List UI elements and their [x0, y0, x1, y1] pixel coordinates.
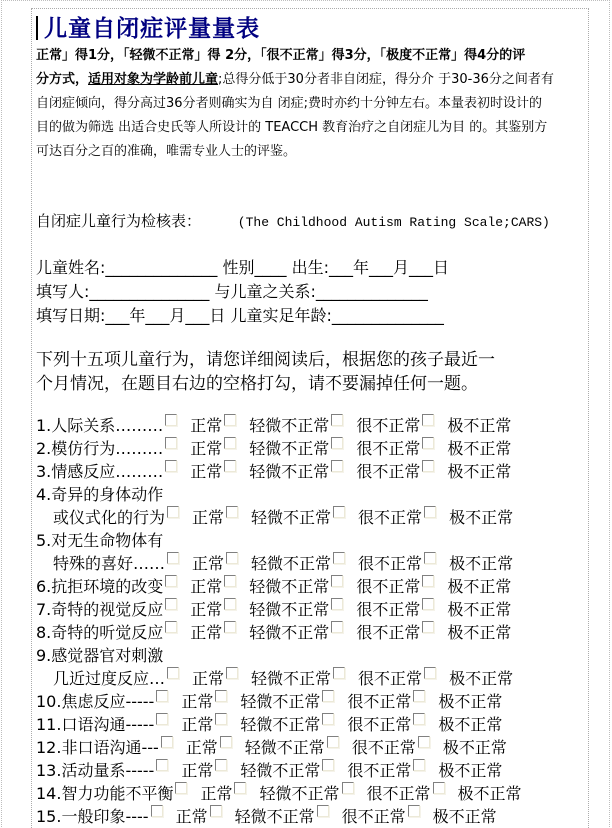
- item-label: 智力功能不平衡: [61, 784, 174, 803]
- checkbox-item1-extremely-abnormal[interactable]: [422, 414, 434, 426]
- option-label: 极不正常: [442, 738, 507, 757]
- checkbox-item9-extremely-abnormal[interactable]: [424, 667, 436, 679]
- intro-text-segment: ;总得分低于30分者非自闭症，得分介 于30-36分之间者有: [218, 72, 554, 87]
- checkbox-item9-mildly-abnormal[interactable]: [226, 667, 238, 679]
- item-label: 抗拒环境的改变: [51, 577, 164, 596]
- title-row: [36, 10, 588, 42]
- checkbox-item14-very-abnormal[interactable]: [342, 782, 354, 794]
- option-label: 正常: [181, 692, 214, 711]
- item-label: 奇特的听觉反应: [51, 623, 164, 642]
- checkbox-item6-mildly-abnormal[interactable]: [224, 575, 236, 587]
- checkbox-item7-very-abnormal[interactable]: [331, 598, 343, 610]
- checkbox-item3-very-abnormal[interactable]: [331, 460, 343, 472]
- checkbox-item11-very-abnormal[interactable]: [322, 713, 334, 725]
- instruction-line: 下列十五项儿童行为，请您详细阅读后，根据您的孩子最近一: [36, 350, 495, 370]
- option-label: 正常: [192, 508, 225, 527]
- option-label: 极不正常: [457, 784, 522, 803]
- item-label: 口语沟通-----: [61, 715, 155, 734]
- instructions-paragraph: [36, 348, 588, 396]
- item-row: [36, 598, 588, 621]
- checkbox-item7-normal[interactable]: [165, 598, 177, 610]
- checkbox-item14-normal[interactable]: [175, 782, 187, 794]
- intro-text-segment: 可达百分之百的准确，唯需专业人士的评鉴。: [36, 144, 297, 159]
- checkbox-item2-very-abnormal[interactable]: [331, 437, 343, 449]
- item-number: 6.: [36, 577, 52, 596]
- option-label: 很不正常: [356, 623, 421, 642]
- checkbox-item5-extremely-abnormal[interactable]: [424, 552, 436, 564]
- option-label: 极不正常: [438, 761, 503, 780]
- item-row: [36, 460, 588, 483]
- item-number: 1.: [36, 416, 52, 435]
- checkbox-item12-extremely-abnormal[interactable]: [418, 736, 430, 748]
- option-label: 正常: [190, 600, 223, 619]
- form-field-line: 儿童姓名:______________ 性别____ 出生:___年___月___日: [36, 258, 449, 277]
- item-label: 对无生命物体有: [51, 531, 164, 550]
- checkbox-item5-normal[interactable]: [167, 552, 179, 564]
- intro-line: [36, 44, 588, 68]
- checkbox-item10-very-abnormal[interactable]: [322, 690, 334, 702]
- instruction-line: 个月情况，在题目右边的空格打勾，请不要漏掉任何一题。: [36, 374, 478, 394]
- intro-line: [36, 116, 588, 140]
- option-label: 轻微不正常: [249, 577, 330, 596]
- checkbox-item15-normal[interactable]: [151, 805, 163, 817]
- option-label: 极不正常: [449, 669, 514, 688]
- option-label: 轻微不正常: [244, 738, 325, 757]
- checkbox-item15-very-abnormal[interactable]: [317, 805, 329, 817]
- checklist-header: [36, 210, 588, 234]
- form-field-line: 填写日期:___年___月___日 儿童实足年龄:______________: [36, 306, 444, 325]
- option-label: 极不正常: [447, 416, 512, 435]
- item-row: [36, 667, 588, 690]
- checkbox-item9-normal[interactable]: [167, 667, 179, 679]
- checkbox-item13-very-abnormal[interactable]: [322, 759, 334, 771]
- option-label: 很不正常: [358, 508, 423, 527]
- option-label: 很不正常: [358, 669, 423, 688]
- intro-line: [36, 68, 588, 92]
- checklist-title-en: (The Childhood Autism Rating Scale;CARS): [237, 215, 550, 230]
- option-label: 极不正常: [447, 577, 512, 596]
- item-number: 7.: [36, 600, 52, 619]
- option-label: 正常: [190, 462, 223, 481]
- item-row: [36, 437, 588, 460]
- item-label: 一般印象----: [61, 807, 149, 826]
- option-label: 正常: [190, 577, 223, 596]
- checkbox-item4-very-abnormal[interactable]: [333, 506, 345, 518]
- checkbox-item11-extremely-abnormal[interactable]: [413, 713, 425, 725]
- checkbox-item15-extremely-abnormal[interactable]: [408, 805, 420, 817]
- option-label: 轻微不正常: [249, 462, 330, 481]
- checkbox-item4-extremely-abnormal[interactable]: [424, 506, 436, 518]
- checkbox-item13-normal[interactable]: [156, 759, 168, 771]
- item-number: 15.: [36, 807, 62, 826]
- item-label: 感觉器官对刺激: [51, 646, 164, 665]
- option-label: 正常: [200, 784, 233, 803]
- checkbox-item3-mildly-abnormal[interactable]: [224, 460, 236, 472]
- option-label: 很不正常: [356, 439, 421, 458]
- checklist-title-zh: 自闭症儿童行为检核表：: [36, 212, 202, 230]
- option-label: 很不正常: [351, 738, 416, 757]
- option-label: 轻微不正常: [240, 692, 321, 711]
- option-label: 很不正常: [358, 554, 423, 573]
- item-row: [36, 690, 588, 713]
- option-label: 轻微不正常: [240, 715, 321, 734]
- intro-text-segment: 分方式，: [36, 72, 89, 87]
- option-label: 很不正常: [341, 807, 406, 826]
- option-label: 正常: [181, 715, 214, 734]
- item-number: 13.: [36, 761, 62, 780]
- option-label: 很不正常: [347, 692, 412, 711]
- checkbox-item8-extremely-abnormal[interactable]: [422, 621, 434, 633]
- option-label: 很不正常: [356, 462, 421, 481]
- checkbox-item1-normal[interactable]: [165, 414, 177, 426]
- item-number: 9.: [36, 646, 52, 665]
- checkbox-item3-extremely-abnormal[interactable]: [422, 460, 434, 472]
- option-label: 正常: [175, 807, 208, 826]
- item-row: [36, 414, 588, 437]
- item-label: 奇特的视觉反应: [51, 600, 164, 619]
- checkbox-item10-normal[interactable]: [156, 690, 168, 702]
- checkbox-item10-extremely-abnormal[interactable]: [413, 690, 425, 702]
- items-list: [36, 414, 588, 828]
- option-label: 轻微不正常: [249, 416, 330, 435]
- text-cursor: [36, 16, 38, 40]
- option-label: 轻微不正常: [251, 554, 332, 573]
- item-row: [36, 759, 588, 782]
- intro-line: [36, 140, 588, 164]
- checkbox-item4-mildly-abnormal[interactable]: [226, 506, 238, 518]
- checkbox-item4-normal[interactable]: [167, 506, 179, 518]
- item-number: 11.: [36, 715, 62, 734]
- item-number: 3.: [36, 462, 52, 481]
- item-label: 活动量系-----: [61, 761, 155, 780]
- checkbox-item10-mildly-abnormal[interactable]: [215, 690, 227, 702]
- intro-line: [36, 92, 588, 116]
- checkbox-item13-mildly-abnormal[interactable]: [215, 759, 227, 771]
- item-row: [36, 621, 588, 644]
- checkbox-item8-normal[interactable]: [165, 621, 177, 633]
- option-label: 正常: [185, 738, 218, 757]
- option-label: 很不正常: [356, 577, 421, 596]
- checkbox-item2-normal[interactable]: [165, 437, 177, 449]
- checkbox-item5-mildly-abnormal[interactable]: [226, 552, 238, 564]
- option-label: 正常: [192, 554, 225, 573]
- option-label: 极不正常: [449, 508, 514, 527]
- item-label: 情感反应………: [51, 462, 164, 481]
- option-label: 轻微不正常: [249, 600, 330, 619]
- checkbox-item2-extremely-abnormal[interactable]: [422, 437, 434, 449]
- checkbox-item8-mildly-abnormal[interactable]: [224, 621, 236, 633]
- form-field-line: 填写人:_______________ 与儿童之关系:______________: [36, 282, 428, 301]
- option-label: 极不正常: [438, 715, 503, 734]
- item-row: [36, 713, 588, 736]
- item-label-line: [36, 483, 588, 506]
- option-label: 很不正常: [347, 761, 412, 780]
- option-label: 轻微不正常: [251, 508, 332, 527]
- checkbox-item14-mildly-abnormal[interactable]: [234, 782, 246, 794]
- item-number: 14.: [36, 784, 62, 803]
- option-label: 正常: [190, 623, 223, 642]
- option-label: 很不正常: [356, 600, 421, 619]
- checkbox-item2-mildly-abnormal[interactable]: [224, 437, 236, 449]
- checkbox-item12-very-abnormal[interactable]: [327, 736, 339, 748]
- item-label: 模仿行为………: [51, 439, 164, 458]
- item-row: [36, 782, 588, 805]
- option-label: 正常: [190, 439, 223, 458]
- option-label: 轻微不正常: [249, 439, 330, 458]
- checkbox-item5-very-abnormal[interactable]: [333, 552, 345, 564]
- checkbox-item12-mildly-abnormal[interactable]: [220, 736, 232, 748]
- checkbox-item9-very-abnormal[interactable]: [333, 667, 345, 679]
- option-label: 轻微不正常: [240, 761, 321, 780]
- option-label: 正常: [181, 761, 214, 780]
- checkbox-item6-extremely-abnormal[interactable]: [422, 575, 434, 587]
- checkbox-item1-very-abnormal[interactable]: [331, 414, 343, 426]
- option-label: 极不正常: [432, 807, 497, 826]
- intro-text-segment: 目的做为筛选 出适合史氏等人所设计的 TEACCH 教育治疗之自闭症儿为目 的。其鉴别方: [36, 120, 548, 135]
- checkbox-item6-very-abnormal[interactable]: [331, 575, 343, 587]
- option-label: 轻微不正常: [249, 623, 330, 642]
- item-label: 焦虑反应-----: [61, 692, 155, 711]
- option-label: 极不正常: [447, 462, 512, 481]
- item-label: 非口语沟通---: [61, 738, 159, 757]
- option-label: 轻微不正常: [251, 669, 332, 688]
- checkbox-item15-mildly-abnormal[interactable]: [210, 805, 222, 817]
- option-label: 极不正常: [438, 692, 503, 711]
- checkbox-item6-normal[interactable]: [165, 575, 177, 587]
- option-label: 很不正常: [366, 784, 431, 803]
- item-number: 10.: [36, 692, 62, 711]
- item-label: 奇异的身体动作: [51, 485, 164, 504]
- item-number: 12.: [36, 738, 62, 757]
- item-label-line: [36, 644, 588, 667]
- form-fields-section: [36, 256, 588, 328]
- checkbox-item3-normal[interactable]: [165, 460, 177, 472]
- option-label: 极不正常: [447, 439, 512, 458]
- option-label: 很不正常: [347, 715, 412, 734]
- document-content: [36, 10, 588, 828]
- item-label: 几近过度反应…: [53, 669, 166, 688]
- intro-text-segment: 正常」得1分，「轻微不正常」得 2分，「很不正常」得3分，「极度不正常」得4分的评: [36, 48, 526, 63]
- checkbox-item11-normal[interactable]: [156, 713, 168, 725]
- checkbox-item8-very-abnormal[interactable]: [331, 621, 343, 633]
- intro-text-segment: 适用对象为学龄前儿童: [88, 72, 219, 87]
- page-title: 儿童自闭症评量量表: [44, 16, 261, 42]
- item-row: [36, 506, 588, 529]
- item-row: [36, 575, 588, 598]
- option-label: 正常: [190, 416, 223, 435]
- item-number: 8.: [36, 623, 52, 642]
- option-label: 轻微不正常: [234, 807, 315, 826]
- option-label: 很不正常: [356, 416, 421, 435]
- item-label: 特殊的喜好……: [53, 554, 166, 573]
- checkbox-item1-mildly-abnormal[interactable]: [224, 414, 236, 426]
- checkbox-item11-mildly-abnormal[interactable]: [215, 713, 227, 725]
- checkbox-item14-extremely-abnormal[interactable]: [433, 782, 445, 794]
- option-label: 轻微不正常: [259, 784, 340, 803]
- intro-paragraph: [36, 44, 588, 164]
- item-number: 2.: [36, 439, 52, 458]
- checkbox-item13-extremely-abnormal[interactable]: [413, 759, 425, 771]
- item-row: [36, 552, 588, 575]
- checkbox-item12-normal[interactable]: [161, 736, 173, 748]
- checkbox-item7-extremely-abnormal[interactable]: [422, 598, 434, 610]
- item-label: 或仪式化的行为: [53, 508, 166, 527]
- item-number: 5.: [36, 531, 52, 550]
- option-label: 极不正常: [447, 623, 512, 642]
- item-row: [36, 805, 588, 828]
- intro-text-segment: 自闭症倾向，得分高过36分者则确实为自 闭症;费时亦约十分钟左右。本量表初时设计的: [36, 96, 543, 111]
- item-label: 人际关系………: [51, 416, 164, 435]
- option-label: 极不正常: [447, 600, 512, 619]
- checkbox-item7-mildly-abnormal[interactable]: [224, 598, 236, 610]
- item-row: [36, 736, 588, 759]
- item-number: 4.: [36, 485, 52, 504]
- option-label: 极不正常: [449, 554, 514, 573]
- item-label-line: [36, 529, 588, 552]
- option-label: 正常: [192, 669, 225, 688]
